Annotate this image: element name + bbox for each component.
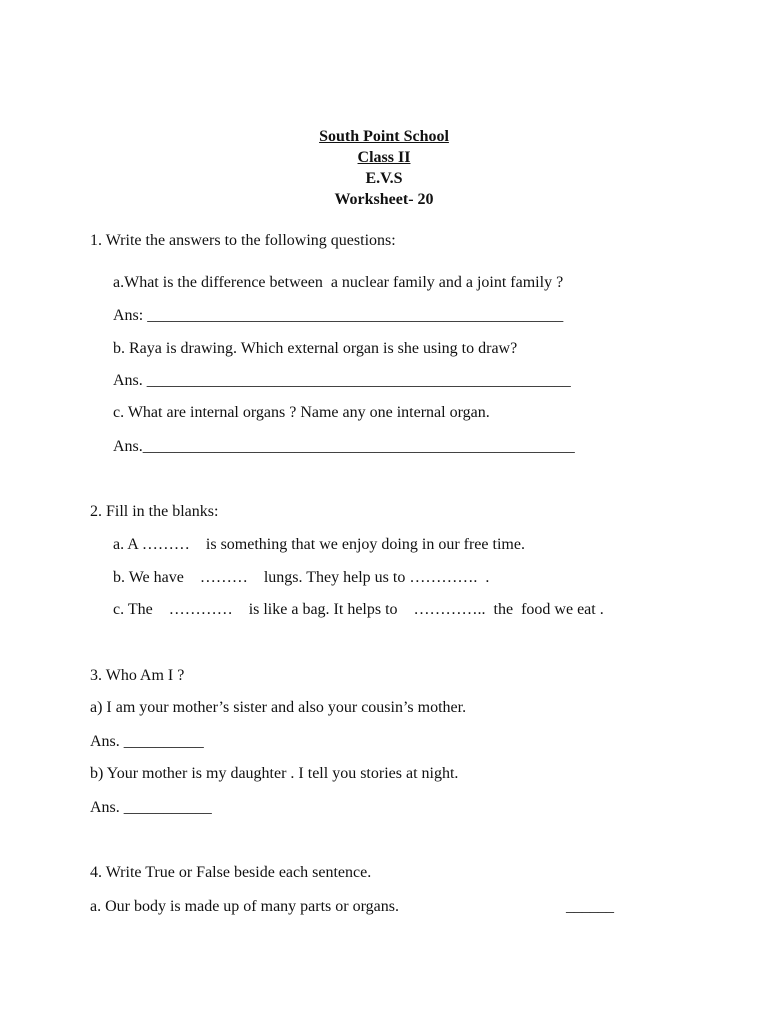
subject-title: E.V.S	[365, 170, 403, 187]
school-name: South Point School	[319, 128, 449, 145]
question-1c: c. What are internal organs ? Name any one internal organ.	[113, 404, 490, 421]
question-1-heading: 1. Write the answers to the following questions:	[90, 232, 396, 249]
question-3a-answer: Ans. __________	[90, 733, 204, 750]
question-3b-answer: Ans. ___________	[90, 799, 212, 816]
question-1b: b. Raya is drawing. Which external organ is she using to draw?	[113, 340, 518, 357]
question-4a-blank: ______	[566, 898, 614, 915]
question-3-heading: 3. Who Am I ?	[90, 667, 185, 684]
class-title: Class II	[357, 149, 411, 166]
question-2-heading: 2. Fill in the blanks:	[90, 503, 219, 520]
question-3a: a) I am your mother’s sister and also your cousin’s mother.	[90, 699, 467, 716]
question-1a-answer: Ans: ____________________________________________________	[113, 307, 564, 324]
question-1a: a.What is the difference between a nuclear family and a joint family ?	[113, 274, 564, 291]
question-3b: b) Your mother is my daughter . I tell you stories at night.	[90, 765, 459, 782]
question-2c: c. The ………… is like a bag. It helps to ………….. the food we eat .	[113, 601, 604, 618]
worksheet-title: Worksheet- 20	[334, 191, 434, 208]
question-1c-answer: Ans.______________________________________________________	[113, 438, 575, 455]
question-4a: a. Our body is made up of many parts or organs.	[90, 898, 399, 915]
question-1b-answer: Ans. _____________________________________________________	[113, 372, 571, 389]
question-4-heading: 4. Write True or False beside each sentence.	[90, 864, 372, 881]
question-2a: a. A ……… is something that we enjoy doing in our free time.	[113, 536, 525, 553]
question-2b: b. We have ……… lungs. They help us to …………. .	[113, 569, 490, 586]
